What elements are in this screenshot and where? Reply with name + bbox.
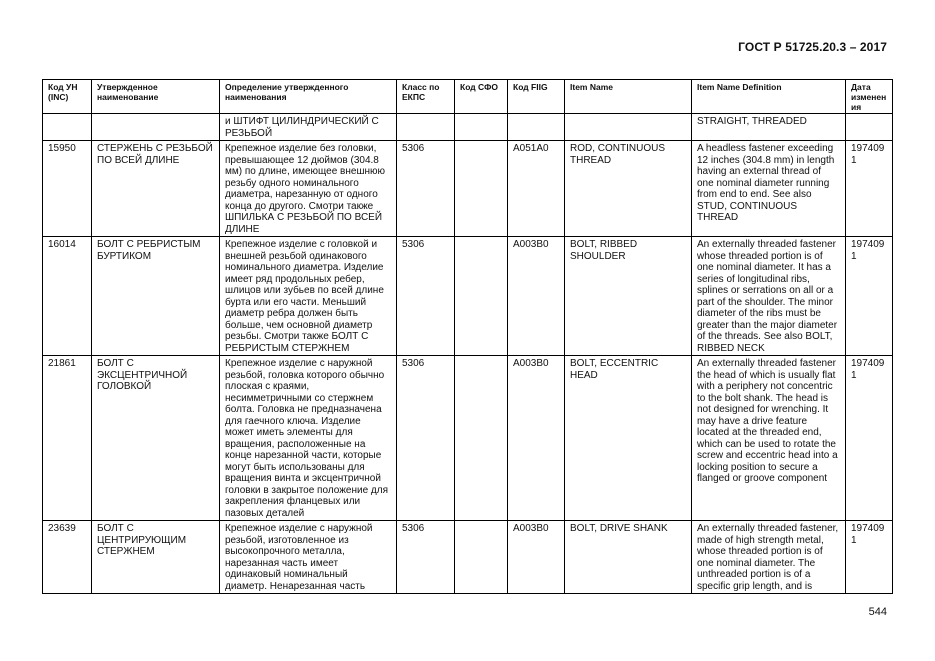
cell-class: 5306 <box>397 356 455 521</box>
column-header: Утвержденное наименование <box>92 80 220 114</box>
cell-sfo <box>455 237 508 356</box>
cell-sfo <box>455 141 508 237</box>
cell-date: 1974091 <box>846 521 893 594</box>
cell-item-definition: A headless fastener exceeding 12 inches (304.8 mm) in length having an external thread of one nominal diameter running from end to end. See also STUD, CONTINUOUS THREAD <box>692 141 846 237</box>
cell-fiig <box>508 114 565 141</box>
cell-inc: 15950 <box>43 141 92 237</box>
cell-definition: и ШТИФТ ЦИЛИНДРИЧЕСКИЙ С РЕЗЬБОЙ <box>220 114 397 141</box>
cell-inc: 23639 <box>43 521 92 594</box>
document-header: ГОСТ Р 51725.20.3 – 2017 <box>738 40 887 54</box>
table-row <box>43 521 893 594</box>
cell-definition: Крепежное изделие с наружной резьбой, головка которого обычно плоская с краями, несимметричными со стержнем болта. Головка не предназначена для гаечного ключа. Изделие может иметь элементы для вращения, расположенные на конце нарезанной части, которые могут быть использованы для вращения винта и эксцентричной головки в закрытое положение для закрепления фланцевых или пазовых деталей <box>220 356 397 521</box>
table-row <box>43 237 893 356</box>
cell-date <box>846 114 893 141</box>
cell-date: 1974091 <box>846 141 893 237</box>
cell-sfo <box>455 521 508 594</box>
cell-fiig: A003B0 <box>508 521 565 594</box>
cell-name: БОЛТ С ЦЕНТРИРУЮЩИМ СТЕРЖНЕМ <box>92 521 220 594</box>
cell-definition: Крепежное изделие с наружной резьбой, изготовленное из высокопрочного металла, нарезанная часть имеет одинаковый номинальный диаметр. Ненарезанная часть <box>220 521 397 594</box>
column-header: Код УН (INC) <box>43 80 92 114</box>
cell-item-name: BOLT, DRIVE SHANK <box>565 521 692 594</box>
cell-inc: 21861 <box>43 356 92 521</box>
cell-name <box>92 114 220 141</box>
cell-definition: Крепежное изделие с головкой и внешней резьбой одинакового номинального диаметра. Изделие имеет ряд продольных ребер, шлицов или зубьев по всей длине бурта или его части. Меньший диаметр ребра должен быть больше, чем основной диаметр резьбы. Смотри также БОЛТ С РЕБРИСТЫМ СТЕРЖНЕМ <box>220 237 397 356</box>
nomenclature-table <box>42 79 893 594</box>
table-row <box>43 141 893 237</box>
column-header: Код FIIG <box>508 80 565 114</box>
cell-date: 1974091 <box>846 237 893 356</box>
cell-fiig: A051A0 <box>508 141 565 237</box>
column-header: Item Name Definition <box>692 80 846 114</box>
cell-inc <box>43 114 92 141</box>
table-row-continuation <box>43 114 893 141</box>
column-header: Определение утвержденного наименования <box>220 80 397 114</box>
cell-inc: 16014 <box>43 237 92 356</box>
cell-item-definition: An externally threaded fastener whose threaded portion is of one nominal diameter. It has a series of longitudinal ribs, splines or serrations on all or a part of the shoulder. The minor diameter of the ribs must be greater than the major diameter of the threads. See also BOLT, RIBBED NECK <box>692 237 846 356</box>
column-header: Дата изменения <box>846 80 893 114</box>
cell-name: СТЕРЖЕНЬ С РЕЗЬБОЙ ПО ВСЕЙ ДЛИНЕ <box>92 141 220 237</box>
table-header-row <box>43 80 893 114</box>
column-header: Код СФО <box>455 80 508 114</box>
cell-name: БОЛТ С РЕБРИСТЫМ БУРТИКОМ <box>92 237 220 356</box>
cell-date: 1974091 <box>846 356 893 521</box>
page-number: 544 <box>868 606 887 618</box>
column-header: Класс по ЕКПС <box>397 80 455 114</box>
cell-name: БОЛТ С ЭКСЦЕНТРИЧНОЙ ГОЛОВКОЙ <box>92 356 220 521</box>
cell-item-name: ROD, CONTINUOUS THREAD <box>565 141 692 237</box>
cell-fiig: A003B0 <box>508 356 565 521</box>
cell-item-definition: An externally threaded fastener the head of which is usually flat with a periphery not concentric to the bolt shank. The head is not designed for wrenching. It may have a drive feature located at the threaded end, which can be used to rotate the screw and eccentric head into a locking position to secure a flanged or groove component <box>692 356 846 521</box>
cell-item-name: BOLT, ECCENTRIC HEAD <box>565 356 692 521</box>
cell-item-definition: An externally threaded fastener, made of high strength metal, whose threaded portion is of one nominal diameter. The unthreaded portion is of a specific grip length, and is <box>692 521 846 594</box>
cell-item-name <box>565 114 692 141</box>
cell-class: 5306 <box>397 237 455 356</box>
cell-item-definition: STRAIGHT, THREADED <box>692 114 846 141</box>
cell-sfo <box>455 114 508 141</box>
cell-item-name: BOLT, RIBBED SHOULDER <box>565 237 692 356</box>
cell-sfo <box>455 356 508 521</box>
cell-class <box>397 114 455 141</box>
cell-definition: Крепежное изделие без головки, превышающее 12 дюймов (304.8 мм) по длине, имеющее внешнюю резьбу одного номинального диаметра, нарезанную от одного конца до другого. Смотри также ШПИЛЬКА С РЕЗЬБОЙ ПО ВСЕЙ ДЛИНЕ <box>220 141 397 237</box>
cell-fiig: A003B0 <box>508 237 565 356</box>
cell-class: 5306 <box>397 141 455 237</box>
table-row <box>43 356 893 521</box>
column-header: Item Name <box>565 80 692 114</box>
cell-class: 5306 <box>397 521 455 594</box>
